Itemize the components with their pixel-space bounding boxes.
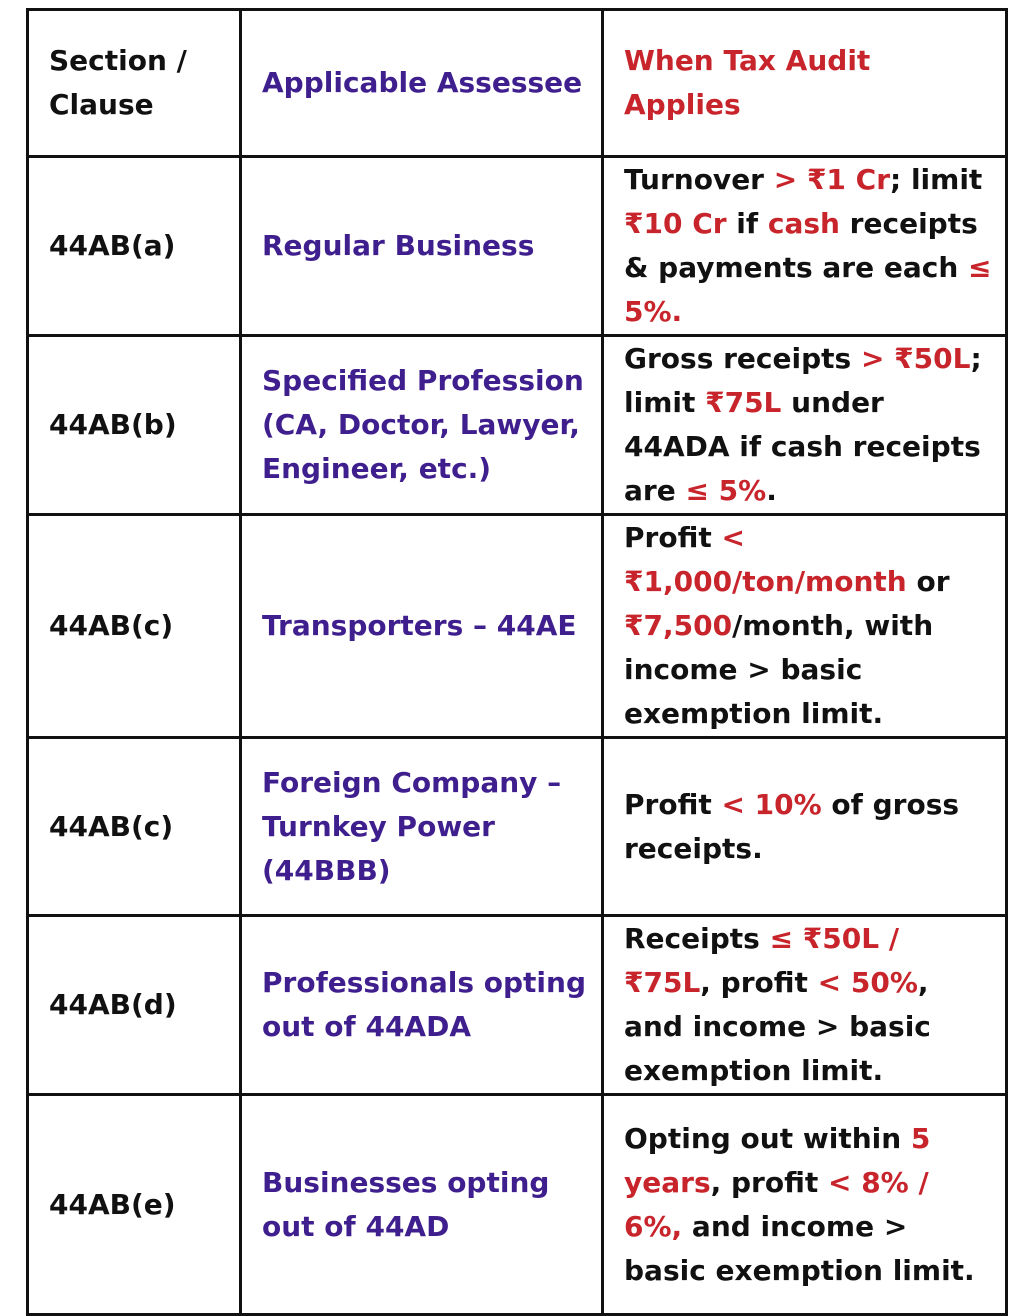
highlighted-text: > ₹50L (860, 342, 971, 375)
assessee-cell: Foreign Company – Turnkey Power (44BBB) (241, 738, 603, 916)
condition-cell (603, 1095, 1007, 1315)
condition-text: receipts & payments are each (624, 207, 978, 284)
highlighted-text: cash (767, 207, 840, 240)
section-cell: 44AB(c) (28, 515, 241, 738)
table-row (28, 1095, 1007, 1315)
assessee-cell: Transporters – 44AE (241, 515, 603, 738)
condition-text: . (766, 474, 777, 507)
condition-text: Turnover (624, 163, 774, 196)
assessee-cell: Specified Profession (CA, Doctor, Lawyer, Engineer, etc.) (241, 336, 603, 515)
condition-text: Receipts (624, 922, 770, 955)
section-cell: 44AB(b) (28, 336, 241, 515)
table-row (28, 738, 1007, 916)
condition-cell (603, 515, 1007, 738)
table-row (28, 515, 1007, 738)
highlighted-text: ₹75L (705, 386, 782, 419)
highlighted-text: < 8% / 6%, (624, 1165, 929, 1243)
condition-text: and income > basic exemption limit. (624, 1209, 975, 1287)
assessee-cell: Businesses opting out of 44AD (241, 1095, 603, 1315)
highlighted-text: < 50% (817, 966, 918, 999)
highlighted-text: > ₹1 Cr (773, 163, 891, 196)
section-cell: 44AB(e) (28, 1095, 241, 1315)
highlighted-text: ₹10 Cr (624, 207, 727, 240)
condition-text: , and income > basic exemption limit. (624, 966, 931, 1087)
condition-text: Profit (624, 787, 722, 821)
highlighted-text: ≤ ₹50L / ₹75L (624, 922, 900, 999)
section-cell: 44AB(d) (28, 916, 241, 1095)
highlighted-text: ≤ 5% (685, 474, 767, 507)
section-cell: 44AB(a) (28, 157, 241, 336)
condition-text: if (726, 207, 768, 240)
condition-cell (603, 738, 1007, 916)
condition-text: , profit (710, 1165, 828, 1199)
table-row (28, 157, 1007, 336)
condition-text: Gross receipts (624, 342, 861, 375)
condition-text: under 44ADA if cash receipts are (624, 386, 981, 507)
condition-cell (603, 916, 1007, 1095)
condition-text: or (906, 565, 950, 598)
table-row (28, 916, 1007, 1095)
highlighted-text: < 10% (721, 787, 822, 821)
condition-cell (603, 336, 1007, 515)
tax-audit-table (26, 8, 1008, 1316)
header-assessee: Applicable Assessee (241, 10, 603, 157)
condition-text: ; limit (890, 163, 983, 196)
highlighted-text: < ₹1,000/ton/month (624, 521, 907, 598)
header-section: Section / Clause (28, 10, 241, 157)
condition-cell (603, 157, 1007, 336)
header-row (28, 10, 1007, 157)
section-cell: 44AB(c) (28, 738, 241, 916)
condition-text: Opting out within (624, 1121, 911, 1155)
condition-text: , profit (700, 966, 818, 999)
condition-text: /month, with income > basic exemption limit. (624, 609, 934, 730)
highlighted-text: ₹7,500 (624, 609, 733, 642)
assessee-cell: Professionals opting out of 44ADA (241, 916, 603, 1095)
highlighted-text: 5 years (624, 1121, 931, 1199)
condition-text: ; limit (624, 342, 982, 419)
header-when: When Tax Audit Applies (603, 10, 1007, 157)
highlighted-text: ≤ 5%. (624, 251, 992, 328)
condition-text: of gross receipts. (624, 787, 960, 865)
table-row (28, 336, 1007, 515)
assessee-cell: Regular Business (241, 157, 603, 336)
condition-text: Profit (624, 521, 722, 554)
